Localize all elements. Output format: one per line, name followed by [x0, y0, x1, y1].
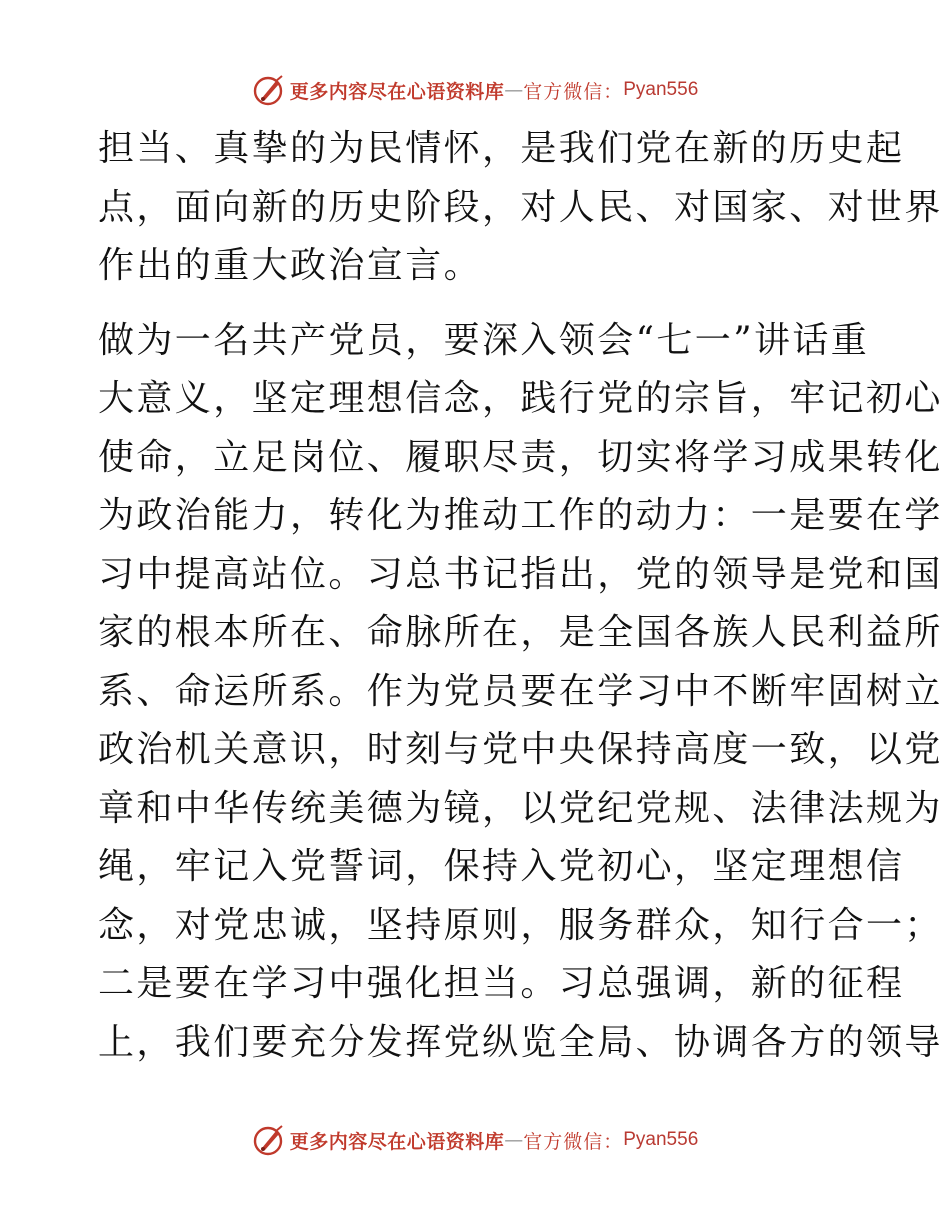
- banner-wechat-id: Pyan556: [623, 1129, 699, 1150]
- paragraph-2: [98, 312, 943, 1073]
- document-body: [98, 120, 943, 1072]
- banner-main-text: 更多内容尽在心语资料库: [289, 80, 505, 103]
- banner-separator: —: [504, 1129, 524, 1151]
- text-line: 作出的重大政治宣言。: [98, 245, 483, 286]
- text-line: 为政治能力，转化为推动工作的动力：一是要在学: [98, 495, 943, 536]
- text-line: 家的根本所在、命脉所在，是全国各族人民利益所: [98, 612, 943, 653]
- banner-wechat-id: Pyan556: [623, 79, 699, 100]
- text-line: 二是要在学习中强化担当。习总强调，新的征程: [98, 963, 905, 1004]
- text-line: 担当、真挚的为民情怀，是我们党在新的历史起: [98, 128, 905, 169]
- text-line: 绳，牢记入党誓词，保持入党初心，坚定理想信: [98, 846, 905, 887]
- text-line: 做为一名共产党员，要深入领会“七一”讲话重: [98, 319, 870, 361]
- paragraph-1: [98, 120, 943, 296]
- text-line: 政治机关意识，时刻与党中央保持高度一致，以党: [98, 729, 943, 770]
- banner-main-text: 更多内容尽在心语资料库: [289, 1130, 505, 1153]
- quill-logo-icon: [252, 73, 286, 107]
- text-line: 念，对党忠诚，坚持原则，服务群众，知行合一；: [98, 904, 943, 946]
- text-line: 章和中华传统美德为镜，以党纪党规、法律法规为: [98, 787, 943, 829]
- text-line: 系、命运所系。作为党员要在学习中不断牢固树立: [98, 670, 943, 712]
- header-banner: [0, 70, 950, 110]
- banner-wechat-label: 官方微信：: [523, 1130, 624, 1153]
- text-line: 大意义，坚定理想信念，践行党的宗旨，牢记初心: [98, 378, 943, 419]
- banner-wechat-label: 官方微信：: [523, 80, 624, 103]
- quill-logo-icon: [252, 1123, 286, 1157]
- banner-separator: —: [504, 79, 524, 101]
- footer-banner: [0, 1120, 950, 1160]
- text-line: 点，面向新的历史阶段，对人民、对国家、对世界: [98, 186, 943, 228]
- text-line: 使命，立足岗位、履职尽责，切实将学习成果转化: [98, 436, 943, 478]
- text-line: 习中提高站位。习总书记指出，党的领导是党和国: [98, 553, 943, 595]
- text-line: 上，我们要充分发挥党纵览全局、协调各方的领导: [98, 1021, 943, 1063]
